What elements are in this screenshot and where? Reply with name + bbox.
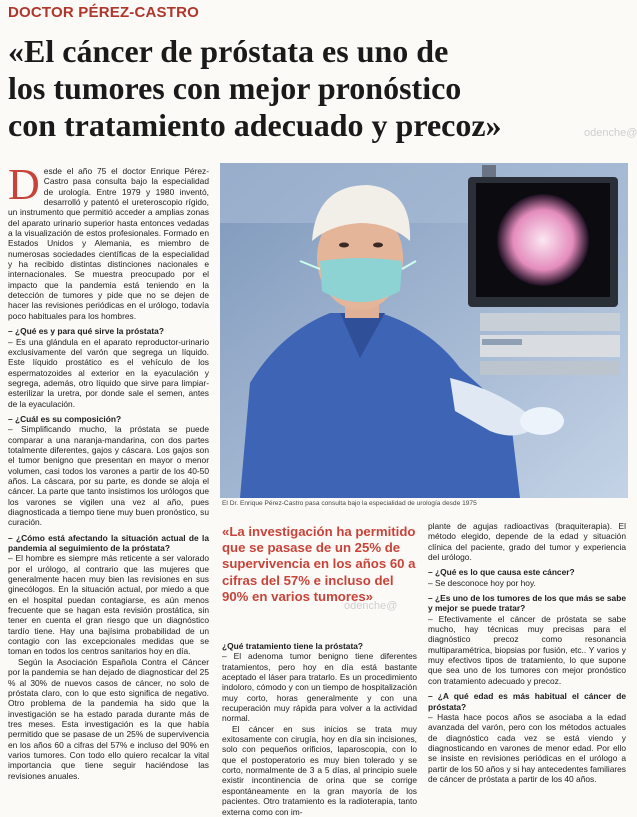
- answer-age: – Hasta hace pocos años se asociaba a la edad avanzada del varón, pero con los métodos actuales de diagnóstico cada vez se está viendo y diagnosticando en varones de menor edad. Por ello se insiste en revisiones periódicas en el urólogo a partir de los 50 años y si hay antecedentes familiares de cáncer de próstata a partir de los 40 años.: [428, 711, 626, 784]
- paragraph-brachytherapy: plante de agujas radioactivas (braquiterapia). El método elegido, depende de la edad y situación clínica del paciente, grado del tumor y experiencia del urólogo.: [428, 521, 626, 563]
- answer-1: – Es una glándula en el aparato reproductor-urinario exclusivamente del varón que segrega un líquido. Este líquido prostático es el vehículo de los espermatozoides al exterior en la eyaculación y segrega, además, otro líquido que sirve para limpiar-esterilizar la uretra, por donde sale el semen, antes de la eyaculación.: [8, 336, 209, 409]
- answer-treatment: – El adenoma tumor benigno tiene diferentes tratamientos, pero hoy en día está bastante aceptado el láser para tratarlo. Es un procedimiento indoloro, cómodo y con un tiempo de hospitalización muy corto, horas generalmente y con una recuperación muy rápida para volver a la actividad normal.: [222, 651, 417, 724]
- question-cause: – ¿Qué es lo que causa este cáncer?: [428, 567, 575, 578]
- question-treatment: ¿Qué tratamiento tiene la próstata?: [222, 641, 364, 651]
- headline-line-3: con tratamiento adecuado y precoz»: [8, 107, 502, 143]
- doctor-photo-illustration: [220, 163, 628, 498]
- watermark: odenche@: [584, 127, 637, 139]
- headline: [8, 33, 630, 144]
- watermark-2: odenche@: [344, 600, 398, 612]
- question-1: – ¿Qué es y para qué sirve la próstata?: [8, 326, 164, 337]
- intro-paragraph: [8, 160, 209, 321]
- answer-3: – El hombre es siempre más reticente a ser valorado por el urólogo, al contrario que las mujeres que generalmente hacen muy bien las revisiones en sus ginecólogos. En la situación actual, por miedo a que en el hospital puedan contagiarse, es aún menos frecuente que se hagan esta revisión prostática, sin tener en cuenta el gran riesgo que un diagnóstico tardío tiene. Hay una bajísima probabilidad de un contagio con las excepcionales medidas que se toman en todos los centros sanitarios hoy en día.: [8, 553, 209, 657]
- question-2: – ¿Cuál es su composición?: [8, 413, 122, 424]
- answer-known: – Efectivamente el cáncer de próstata se sabe mucho, hay técnicas muy precisas para el diagnóstico precoz como resonancia multiparamétrica, biopsias por fusión, etc.. Y varios y muy efectivos tipos de tratamiento, lo que supone que sea uno de los tumores con mejor pronóstico con tratamiento adecuado y precoz.: [428, 613, 626, 686]
- headline-line-2: los tumores con mejor pronóstico: [8, 70, 462, 106]
- drop-cap: D: [8, 160, 40, 209]
- question-3: – ¿Cómo está afectando la situación actual de la pandemia al seguimiento de la próstata?: [8, 532, 209, 554]
- question-age: – ¿A qué edad es más habitual el cáncer de próstata?: [428, 691, 626, 712]
- paragraph-aecc: Según la Asociación Española Contra el Cáncer por la pandemia se han dejado de diagnosticar del 25 % al 30% de nuevos casos de cáncer, no solo de próstata claro, con lo que esto significa de negativo. Otro problema de la pandemia ha sido que la investigación se ha estado parada durante más de tres meses. Esta investigación es la que había permitido que se pasase de un 25% de supervivencia en los años 60 a cifras del 57% e incluso del 90% en varios tumores. Con todo ello quiero recalcar la vital importancia que tiene seguir haciéndose las revisiones anuales.: [8, 656, 209, 781]
- article-column-1: [8, 160, 209, 808]
- article-column-3: [428, 521, 626, 808]
- answer-cause: – Se desconoce hoy por hoy.: [428, 577, 536, 588]
- photo-caption: El Dr. Enrique Pérez-Castro pasa consulta bajo la especialidad de urología desde 1975: [222, 500, 477, 507]
- headline-line-1: «El cáncer de próstata es uno de: [8, 33, 449, 69]
- pull-quote: «La investigación ha permitido que se pasase de un 25% de supervivencia en los años 60 a cifras del 57% e incluso del 90% en varios tumores»: [222, 524, 416, 604]
- doctor-photo: [220, 163, 628, 498]
- section-kicker: DOCTOR PÉREZ-CASTRO: [8, 4, 200, 21]
- intro-text: esde el año 75 el doctor Enrique Pérez-Castro pasa consulta bajo la especialidad de urología. Entre 1979 y 1980 inventó, desarrolló y patentó el ureteroscopio rígido, un instrumento que permitió acceder a amplias zonas del aparato urinario superior hasta entonces vedadas a la visualización de estos profesionales. Formado en Estados Unidos y Alemania, es miembro de numerosas sociedades científicas de la especialidad y ha recibido distintas distinciones nacionales e internacionales. Se muestra preocupado por el impacto que la pandemia está teniendo en la detección de tumores y pide que no se dejen de hacer las revisiones periódicas en el urólogo, todavía poco habituales para los hombres.: [8, 166, 209, 321]
- paragraph-surgery: El cáncer en sus inicios se trata muy exitosamente con cirugía, hoy en día sin incisiones, solo con pequeños orificios, laparoscopia, con lo que el postoperatorio es muy bien tolerado y se corto, normalmente de 3 a 5 días, al principio suele existir incontinencia de orina que se corrige espontáneamente en la gran mayoría de los pacientes. Otro tratamiento es la radioterapia, tanto externa como con im-: [222, 723, 417, 817]
- answer-2: – Simplificando mucho, la próstata se puede comparar a una naranja-mandarina, con dos partes totalmente diferentes, gajos y cáscara. Los gajos son el tumor benigno que presentan en mayor o menor volumen, casi todos los varones a partir de los 40-50 años. La cáscara, por su parte, es donde se aloja el cáncer. La parte que tanto insistimos los urólogos que los varones se vigilen una vez al año, pues diagnosticada a tiempo tiene muy buen pronóstico, su curación.: [8, 424, 209, 528]
- question-known: – ¿Es uno de los tumores de los que más se sabe y mejor se puede tratar?: [428, 593, 626, 614]
- article-column-2: [222, 641, 417, 817]
